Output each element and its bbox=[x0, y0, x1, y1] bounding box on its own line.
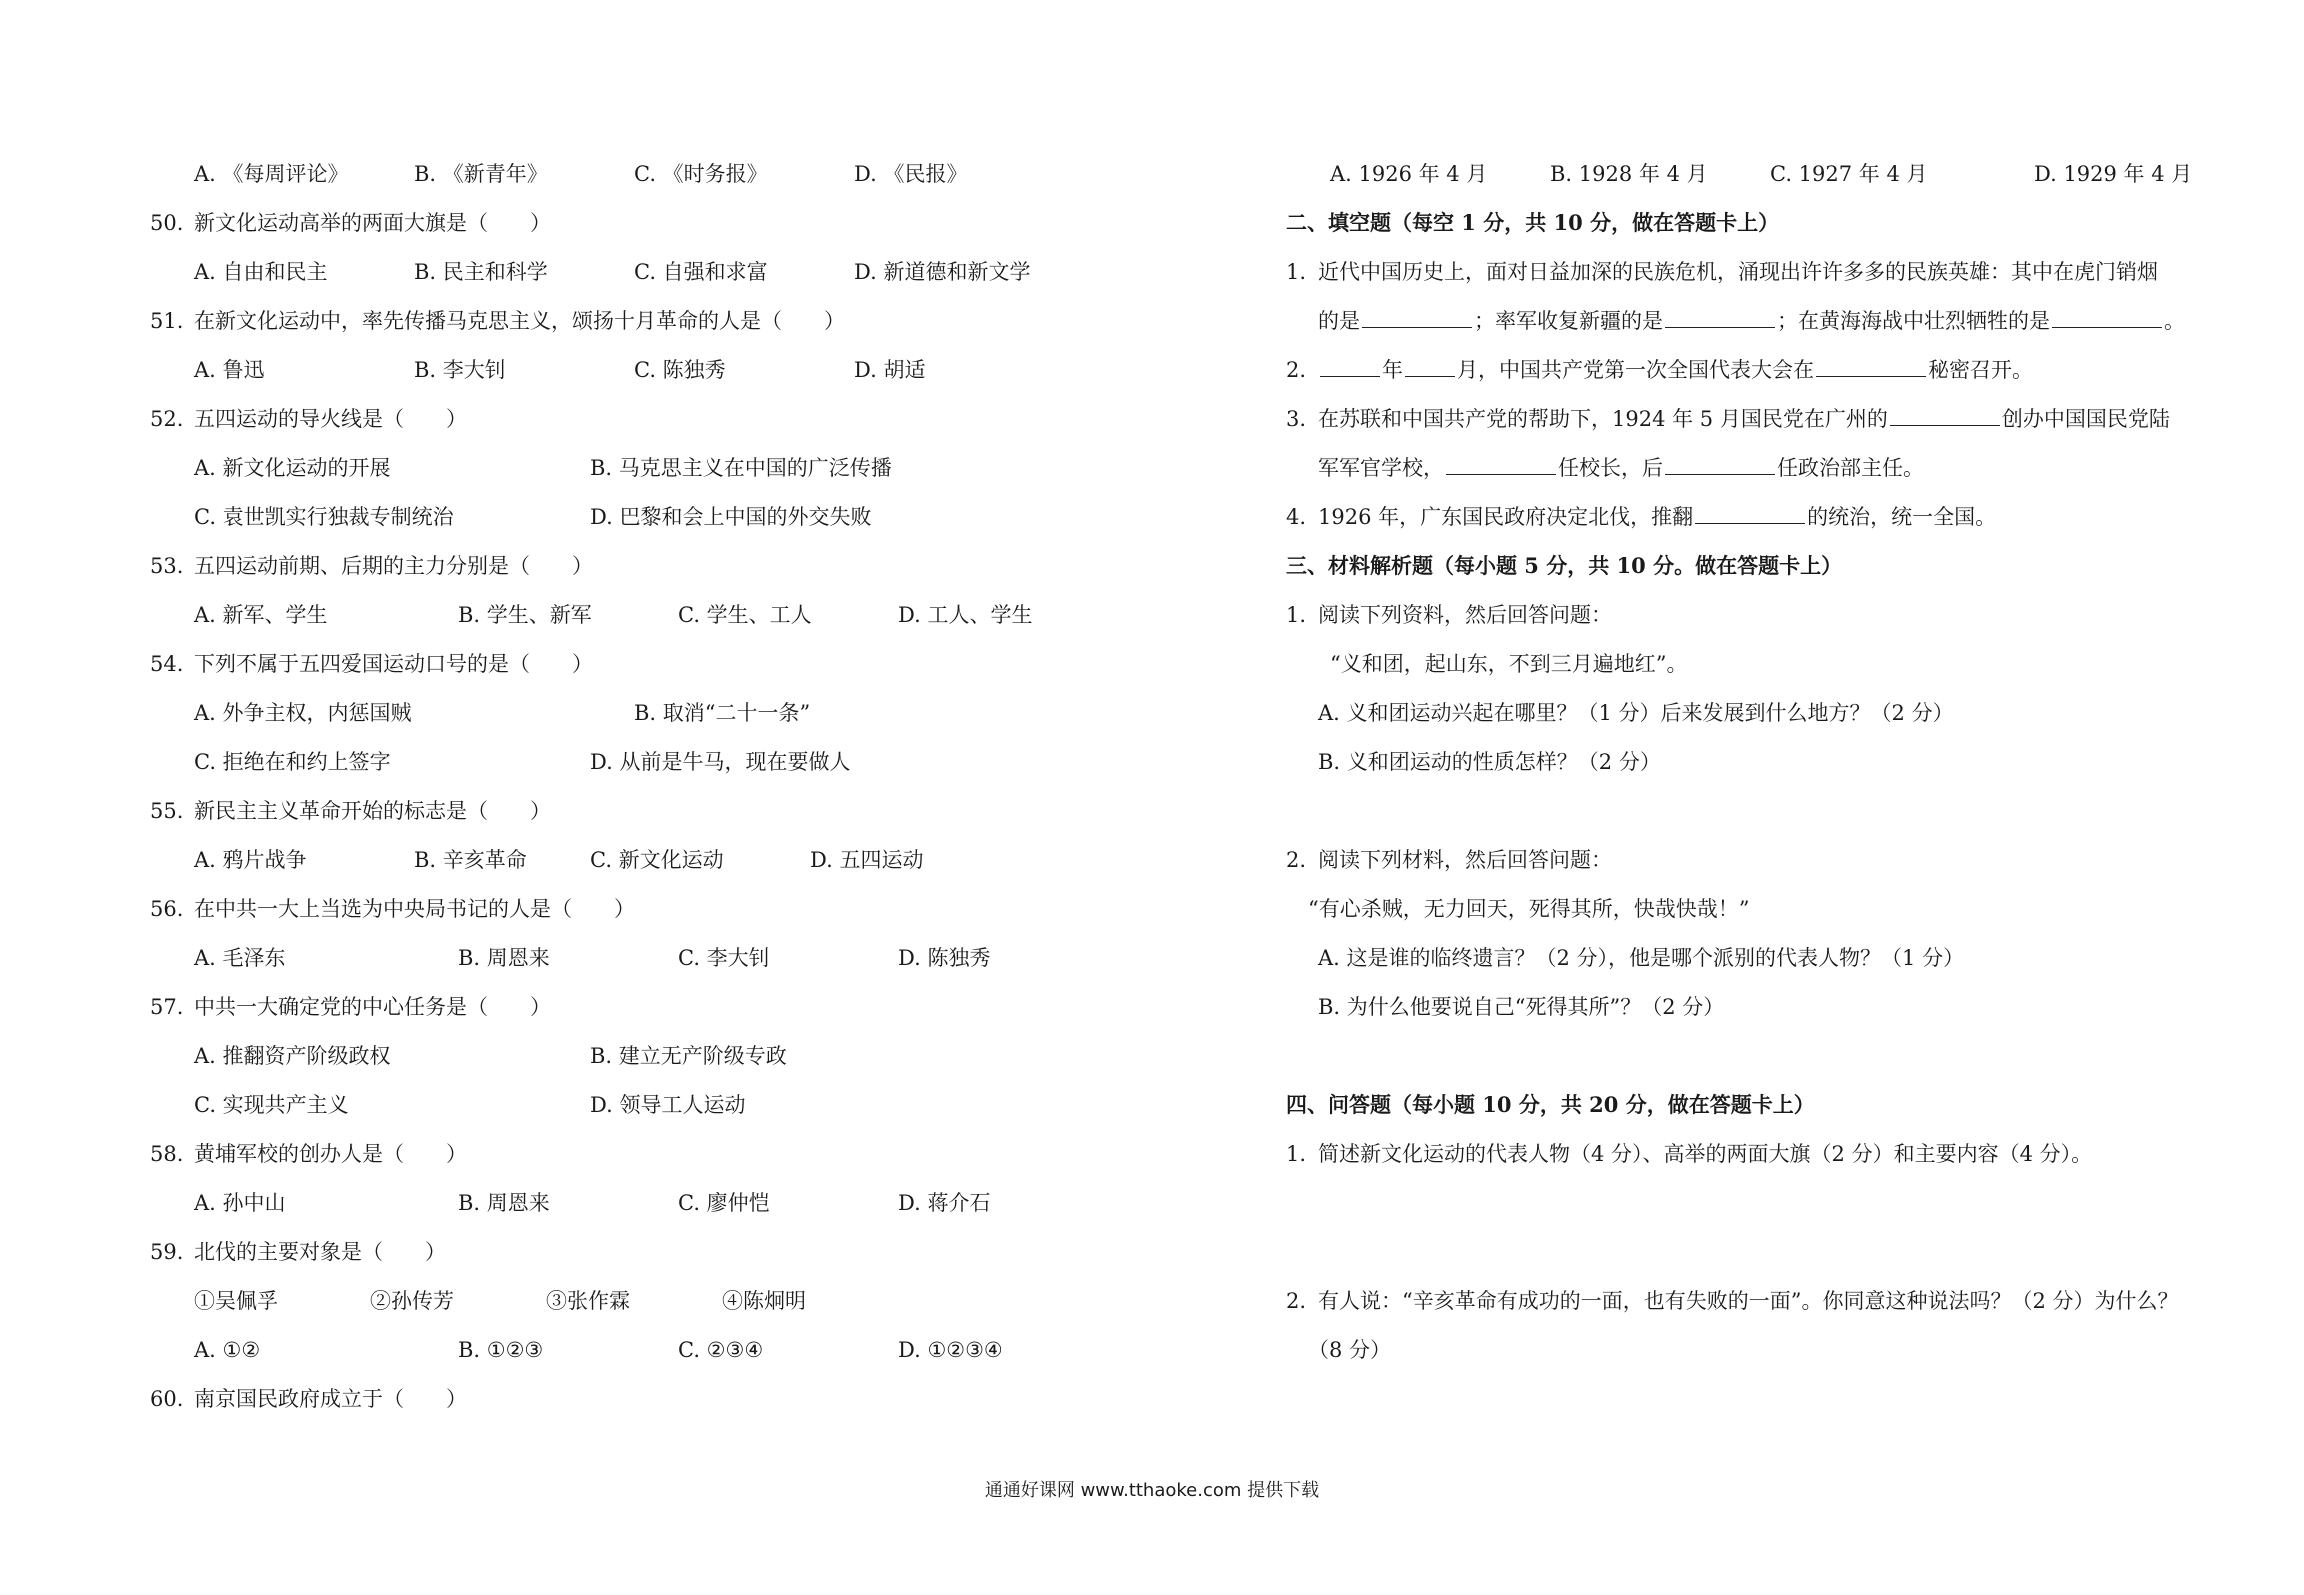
question-text: 下列不属于五四爱国运动口号的是（ ） bbox=[194, 652, 593, 676]
question-text: 在中共一大上当选为中央局书记的人是（ ） bbox=[194, 897, 635, 921]
answer-blank bbox=[1695, 497, 1805, 524]
option-d: D. 五四运动 bbox=[810, 848, 924, 872]
option-a: A. 毛泽东 bbox=[194, 946, 286, 970]
option-d: D. 从前是牛马，现在要做人 bbox=[590, 750, 851, 774]
option-c: C. 廖仲恺 bbox=[678, 1191, 770, 1215]
question-number: 54. bbox=[150, 652, 184, 676]
fill-line bbox=[1318, 301, 2185, 341]
option-a: A. 1926 年 4 月 bbox=[1330, 162, 1488, 186]
question-number: 1. bbox=[1286, 603, 1307, 627]
fill-line bbox=[1318, 399, 2170, 439]
option-c: C. 实现共产主义 bbox=[194, 1093, 349, 1117]
text-segment: 1926 年，广东国民政府决定北伐，推翻 bbox=[1318, 505, 1694, 529]
question-number: 3. bbox=[1286, 407, 1307, 431]
question-text: 中共一大确定党的中心任务是（ ） bbox=[194, 995, 551, 1019]
question-number: 58. bbox=[150, 1142, 184, 1166]
question-text: 北伐的主要对象是（ ） bbox=[194, 1240, 446, 1264]
text-segment: 年 bbox=[1382, 358, 1403, 382]
option-b: B. 周恩来 bbox=[458, 946, 550, 970]
option-a: A. 新文化运动的开展 bbox=[194, 456, 391, 480]
option-c: C. ②③④ bbox=[678, 1338, 764, 1362]
option-b: B. 李大钊 bbox=[414, 358, 506, 382]
option-a: A. 鲁迅 bbox=[194, 358, 265, 382]
section-title: 四、问答题（每小题 10 分，共 20 分，做在答题卡上） bbox=[1286, 1092, 1815, 1117]
answer-blank bbox=[1362, 301, 1472, 328]
question-number: 51. bbox=[150, 309, 184, 333]
sub-question: A. 义和团运动兴起在哪里？（1 分）后来发展到什么地方？（2 分） bbox=[1318, 701, 1954, 725]
option-a: A. 《每周评论》 bbox=[194, 162, 349, 186]
option-b: B. 马克思主义在中国的广泛传播 bbox=[590, 456, 892, 480]
answer-blank bbox=[1665, 448, 1775, 475]
question-text: 简述新文化运动的代表人物（4 分）、高举的两面大旗（2 分）和主要内容（4 分）。 bbox=[1318, 1142, 2093, 1166]
option-d: D. ①②③④ bbox=[898, 1338, 1003, 1362]
option-c: C. 学生、工人 bbox=[678, 603, 812, 627]
answer-blank bbox=[1890, 399, 2000, 426]
question-text: 五四运动前期、后期的主力分别是（ ） bbox=[194, 554, 593, 578]
option-c: C. 1927 年 4 月 bbox=[1770, 162, 1928, 186]
question-number: 2. bbox=[1286, 848, 1307, 872]
question-text: 南京国民政府成立于（ ） bbox=[194, 1387, 467, 1411]
question-number: 57. bbox=[150, 995, 184, 1019]
text-segment: 任政治部主任。 bbox=[1777, 456, 1924, 480]
answer-blank bbox=[1320, 350, 1380, 377]
question-text: 近代中国历史上，面对日益加深的民族危机，涌现出许许多多的民族英雄：其中在虎门销烟 bbox=[1318, 260, 2158, 284]
quote-text: “有心杀贼，无力回天，死得其所，快哉快哉！” bbox=[1308, 897, 1750, 921]
option-d: D. 《民报》 bbox=[854, 162, 968, 186]
option-a: A. 自由和民主 bbox=[194, 260, 328, 284]
question-number: 50. bbox=[150, 211, 184, 235]
option-c: C. 李大钊 bbox=[678, 946, 770, 970]
section-title: 二、填空题（每空 1 分，共 10 分，做在答题卡上） bbox=[1286, 210, 1780, 235]
option-a: A. 推翻资产阶级政权 bbox=[194, 1044, 391, 1068]
option-c: C. 《时务报》 bbox=[634, 162, 768, 186]
option-c: C. 自强和求富 bbox=[634, 260, 768, 284]
question-text: 新文化运动高举的两面大旗是（ ） bbox=[194, 211, 551, 235]
question-text: 在新文化运动中，率先传播马克思主义，颂扬十月革命的人是（ ） bbox=[194, 309, 845, 333]
answer-blank bbox=[2052, 301, 2162, 328]
question-number: 60. bbox=[150, 1387, 184, 1411]
question-number: 56. bbox=[150, 897, 184, 921]
option-c: C. 陈独秀 bbox=[634, 358, 726, 382]
list-item: ①吴佩孚 bbox=[194, 1289, 278, 1313]
option-b: B. 民主和科学 bbox=[414, 260, 548, 284]
text-segment: 军军官学校， bbox=[1318, 456, 1444, 480]
question-number: 1. bbox=[1286, 1142, 1307, 1166]
sub-question: B. 义和团运动的性质怎样？（2 分） bbox=[1318, 750, 1661, 774]
section-title: 三、材料解析题（每小题 5 分，共 10 分。做在答题卡上） bbox=[1286, 553, 1843, 578]
answer-blank bbox=[1816, 350, 1926, 377]
question-number: 59. bbox=[150, 1240, 184, 1264]
option-d: D. 工人、学生 bbox=[898, 603, 1033, 627]
option-a: A. 外争主权，内惩国贼 bbox=[194, 701, 412, 725]
question-text: 有人说：“辛亥革命有成功的一面，也有失败的一面”。你同意这种说法吗？（2 分）为什么？ bbox=[1318, 1289, 2179, 1313]
option-b: B. 周恩来 bbox=[458, 1191, 550, 1215]
option-d: D. 领导工人运动 bbox=[590, 1093, 746, 1117]
option-b: B. ①②③ bbox=[458, 1338, 544, 1362]
option-b: B. 《新青年》 bbox=[414, 162, 548, 186]
text-segment: 在苏联和中国共产党的帮助下，1924 年 5 月国民党在广州的 bbox=[1318, 407, 1888, 431]
page-footer: 通通好课网 www.tthaoke.com 提供下载 bbox=[984, 1480, 1320, 1501]
option-b: B. 取消“二十一条” bbox=[634, 701, 811, 725]
option-d: D. 胡适 bbox=[854, 358, 926, 382]
question-number: 55. bbox=[150, 799, 184, 823]
question-number: 2. bbox=[1286, 358, 1307, 382]
question-number: 1. bbox=[1286, 260, 1307, 284]
option-d: D. 蒋介石 bbox=[898, 1191, 991, 1215]
option-a: A. 新军、学生 bbox=[194, 603, 328, 627]
sub-question: A. 这是谁的临终遗言？（2 分），他是哪个派别的代表人物？（1 分） bbox=[1318, 946, 1965, 970]
question-text: （8 分） bbox=[1308, 1338, 1392, 1362]
option-a: A. 孙中山 bbox=[194, 1191, 286, 1215]
option-b: B. 学生、新军 bbox=[458, 603, 592, 627]
question-text: 阅读下列资料，然后回答问题： bbox=[1318, 603, 1612, 627]
answer-blank bbox=[1405, 350, 1455, 377]
option-d: D. 新道德和新文学 bbox=[854, 260, 1031, 284]
option-a: A. ①② bbox=[194, 1338, 261, 1362]
question-text: 黄埔军校的创办人是（ ） bbox=[194, 1142, 467, 1166]
option-c: C. 新文化运动 bbox=[590, 848, 724, 872]
option-a: A. 鸦片战争 bbox=[194, 848, 307, 872]
text-segment: 的是 bbox=[1318, 309, 1360, 333]
text-segment: 的统治，统一全国。 bbox=[1807, 505, 1997, 529]
text-segment: 创办中国国民党陆 bbox=[2001, 407, 2170, 431]
option-d: D. 巴黎和会上中国的外交失败 bbox=[590, 505, 872, 529]
fill-line bbox=[1318, 448, 1924, 488]
list-item: ④陈炯明 bbox=[722, 1289, 806, 1313]
question-number: 4. bbox=[1286, 505, 1307, 529]
text-segment: ；在黄海海战中壮烈牺牲的是 bbox=[1777, 309, 2050, 333]
quote-text: “义和团，起山东，不到三月遍地红”。 bbox=[1330, 652, 1688, 676]
text-segment: 任校长，后 bbox=[1558, 456, 1663, 480]
question-number: 2. bbox=[1286, 1289, 1307, 1313]
text-segment: 月，中国共产党第一次全国代表大会在 bbox=[1457, 358, 1814, 382]
question-text: 新民主主义革命开始的标志是（ ） bbox=[194, 799, 551, 823]
text-segment: ；率军收复新疆的是 bbox=[1474, 309, 1663, 333]
option-b: B. 1928 年 4 月 bbox=[1550, 162, 1708, 186]
sub-question: B. 为什么他要说自己“死得其所”？（2 分） bbox=[1318, 995, 1725, 1019]
list-item: ③张作霖 bbox=[546, 1289, 630, 1313]
question-text: 阅读下列材料，然后回答问题： bbox=[1318, 848, 1612, 872]
option-c: C. 拒绝在和约上签字 bbox=[194, 750, 391, 774]
option-b: B. 建立无产阶级专政 bbox=[590, 1044, 787, 1068]
answer-blank bbox=[1665, 301, 1775, 328]
question-text: 五四运动的导火线是（ ） bbox=[194, 407, 467, 431]
question-number: 52. bbox=[150, 407, 184, 431]
text-segment: 。 bbox=[2164, 309, 2185, 333]
answer-blank bbox=[1446, 448, 1556, 475]
list-item: ②孙传芳 bbox=[370, 1289, 454, 1313]
question-number: 53. bbox=[150, 554, 184, 578]
option-d: D. 陈独秀 bbox=[898, 946, 991, 970]
option-b: B. 辛亥革命 bbox=[414, 848, 527, 872]
option-d: D. 1929 年 4 月 bbox=[2034, 162, 2193, 186]
fill-line bbox=[1318, 350, 2033, 390]
fill-line bbox=[1318, 497, 1996, 537]
option-c: C. 袁世凯实行独裁专制统治 bbox=[194, 505, 454, 529]
text-segment: 秘密召开。 bbox=[1928, 358, 2033, 382]
